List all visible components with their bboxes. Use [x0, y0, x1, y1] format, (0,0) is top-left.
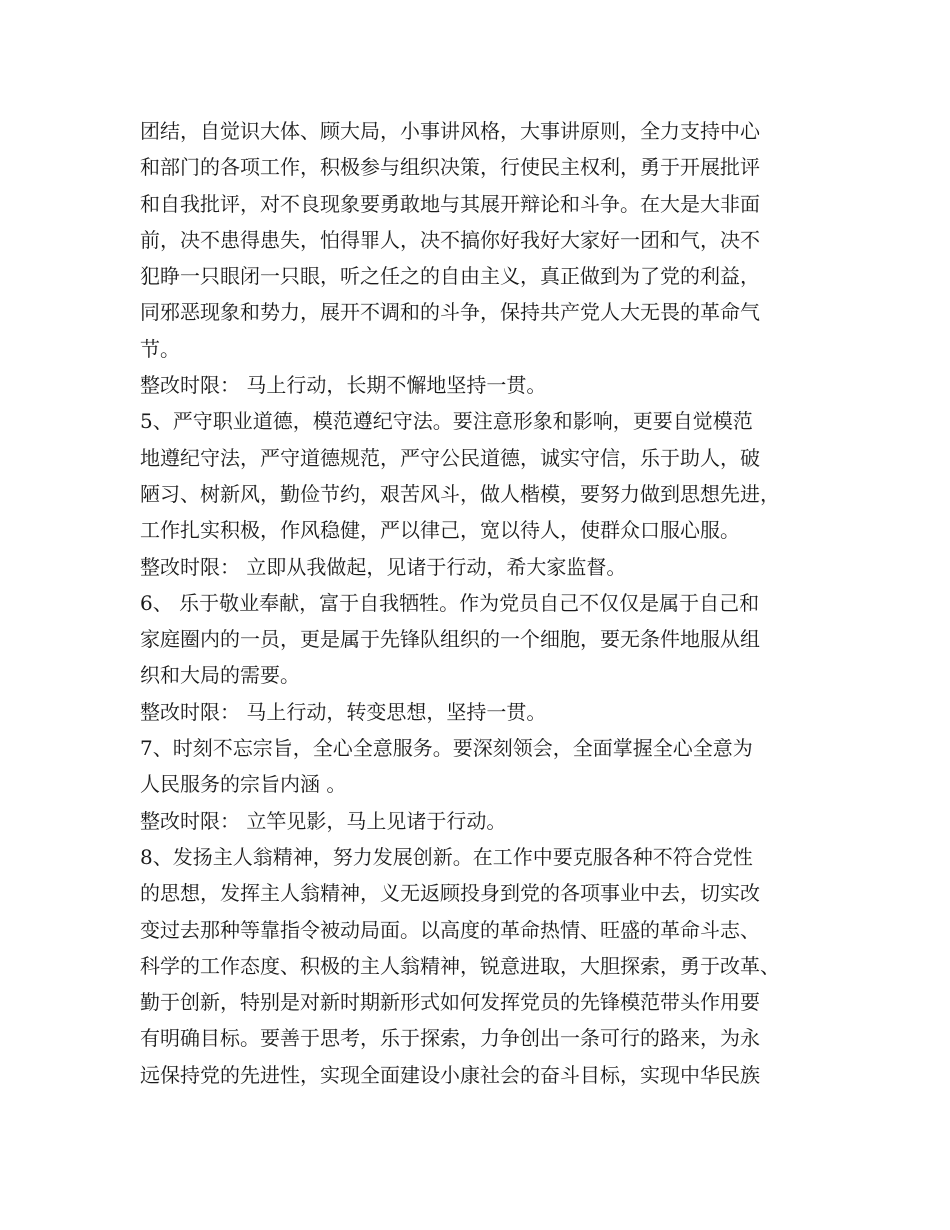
text-line: 变过去那种等靠指令被动局面。以高度的革命热情、旺盛的革命斗志、 [140, 917, 760, 942]
text-line: 科学的工作态度、积极的主人翁精神，锐意进取，大胆探索，勇于改革、 [140, 953, 780, 978]
document-body [140, 113, 840, 1093]
text-line: 整改时限： 马上行动，长期不懈地坚持一贯。 [140, 373, 547, 398]
text-line: 8、发扬主人翁精神，努力发展创新。在工作中要克服各种不符合党性 [140, 844, 753, 869]
text-line: 和自我批评，对不良现象要勇敢地与其展开辩论和斗争。在大是大非面 [140, 191, 760, 216]
text-line: 整改时限： 马上行动，转变思想，坚持一贯。 [140, 699, 547, 724]
text-line: 同邪恶现象和势力，展开不调和的斗争，保持共产党人大无畏的革命气 [140, 300, 760, 325]
text-line: 6、 乐于敬业奉献，富于自我牺牲。作为党员自己不仅仅是属于自己和 [140, 590, 760, 615]
text-line: 陋习、树新风，勤俭节约，艰苦风斗，做人楷模，要努力做到思想先进， [140, 481, 780, 506]
text-line: 团结，自觉识大体、顾大局，小事讲风格，大事讲原则，全力支持中心 [140, 119, 760, 143]
text-line: 人民服务的宗旨内涵 。 [140, 772, 347, 797]
text-line: 家庭圈内的一员，更是属于先锋队组织的一个细胞，要无条件地服从组 [140, 627, 760, 652]
text-line: 7、时刻不忘宗旨，全心全意服务。要深刻领会，全面掌握全心全意为 [140, 736, 753, 761]
text-line: 节。 [140, 336, 180, 361]
text-line: 5、严守职业道德，模范遵纪守法。要注意形象和影响，更要自觉模范 [140, 409, 753, 434]
text-line: 前，决不患得患失，怕得罪人，决不搞你好我好大家好一团和气，决不 [140, 227, 760, 252]
text-line: 犯睁一只眼闭一只眼，听之任之的自由主义，真正做到为了党的利益， [140, 264, 760, 289]
text-line: 整改时限： 立即从我做起，见诸于行动，希大家监督。 [140, 554, 627, 579]
text-line: 地遵纪守法，严守道德规范，严守公民道德，诚实守信，乐于助人，破 [140, 445, 760, 470]
text-line: 远保持党的先进性，实现全面建设小康社会的奋斗目标，实现中华民族 [140, 1062, 760, 1087]
text-line: 勤于创新，特别是对新时期新形式如何发挥党员的先锋模范带头作用要 [140, 990, 760, 1015]
text-line: 织和大局的需要。 [140, 663, 300, 688]
text-line: 整改时限： 立竿见影，马上见诸于行动。 [140, 808, 507, 833]
text-line: 的思想，发挥主人翁精神，义无返顾投身到党的各项事业中去，切实改 [140, 881, 760, 906]
text-line: 工作扎实积极，作风稳健，严以律己，宽以待人，使群众口服心服。 [140, 518, 740, 543]
text-line: 有明确目标。要善于思考，乐于探索，力争创出一条可行的路来，为永 [140, 1026, 760, 1051]
text-line: 和部门的各项工作，积极参与组织决策，行使民主权利，勇于开展批评 [140, 155, 760, 180]
